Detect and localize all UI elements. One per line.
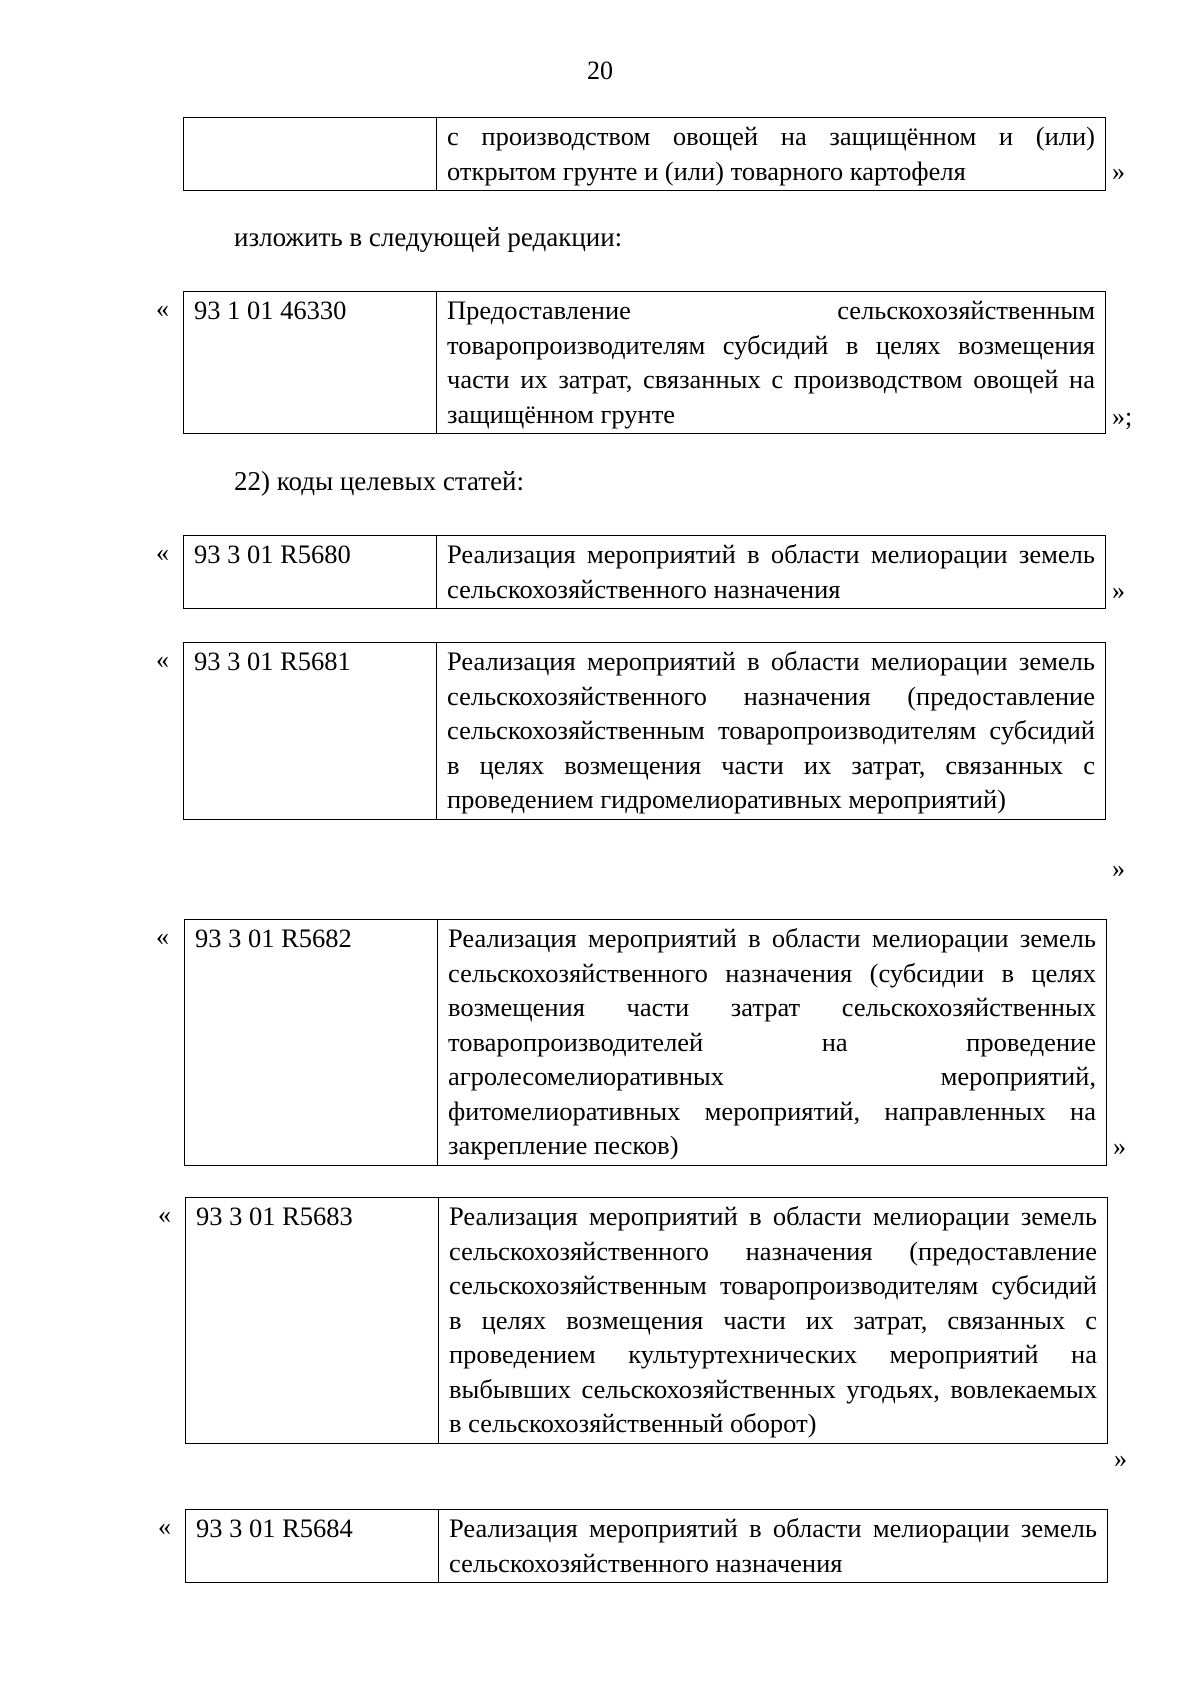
page-number: 20 xyxy=(587,56,613,85)
description-cell: Реализация мероприятий в области мелиорации земель сельскохозяйственного назначения xyxy=(437,536,1106,609)
close-quote: » xyxy=(1114,1444,1127,1473)
table-row xyxy=(186,1198,1108,1444)
instruction-paragraph: изложить в следующей редакции: xyxy=(234,222,623,252)
table-row xyxy=(186,1510,1108,1583)
table-row xyxy=(184,536,1106,609)
table-row xyxy=(184,118,1106,191)
code-table xyxy=(183,642,1106,820)
close-quote: » xyxy=(1113,1132,1126,1161)
code-table xyxy=(183,535,1106,609)
code-cell: 93 3 01 R5680 xyxy=(184,536,437,609)
close-quote: » xyxy=(1112,157,1125,186)
description-cell: Реализация мероприятий в области мелиорации земель сельскохозяйственного назначения (предоставление сельскохозяйственным товаропроизводителям субсидий в целях возмещения части их затрат, связанных с проведением культуртехнических мероприятий на выбывших сельскохозяйственных угодьях, вовлекаемых в сельскохозяйственный оборот) xyxy=(439,1198,1108,1444)
code-cell: 93 3 01 R5684 xyxy=(186,1510,439,1583)
open-quote: « xyxy=(156,922,169,951)
close-quote: »; xyxy=(1112,402,1133,431)
replacement-table xyxy=(183,291,1106,434)
code-cell: 93 1 01 46330 xyxy=(184,292,437,434)
open-quote: « xyxy=(158,1200,171,1229)
description-cell: Реализация мероприятий в области мелиорации земель сельскохозяйственного назначения (предоставление сельскохозяйственным товаропроизводителям субсидий в целях возмещения части их затрат, связанных с проведением гидромелиоративных мероприятий) xyxy=(437,643,1106,820)
table-row xyxy=(185,920,1107,1166)
top-fragment-table xyxy=(183,117,1106,191)
table-row xyxy=(184,292,1106,434)
code-table xyxy=(185,1197,1108,1444)
description-cell: Реализация мероприятий в области мелиорации земель сельскохозяйственного назначения xyxy=(439,1510,1108,1583)
code-cell xyxy=(184,118,437,191)
code-table xyxy=(184,919,1107,1166)
code-cell: 93 3 01 R5681 xyxy=(184,643,437,820)
description-cell: Реализация мероприятий в области мелиорации земель сельскохозяйственного назначения (субсидии в целях возмещения части затрат сельскохозяйственных товаропроизводителей на проведение агролесомелиоративных мероприятий, фитомелиоративных мероприятий, направленных на закрепление песков) xyxy=(438,920,1107,1166)
close-quote: » xyxy=(1112,576,1125,605)
open-quote: « xyxy=(156,645,169,674)
description-cell: Предоставление сельскохозяйственным товаропроизводителям субсидий в целях возмещения части их затрат, связанных с производством овощей на защищённом грунте xyxy=(437,292,1106,434)
code-cell: 93 3 01 R5682 xyxy=(185,920,438,1166)
open-quote: « xyxy=(158,1512,171,1541)
close-quote: » xyxy=(1112,854,1125,883)
code-table xyxy=(185,1509,1108,1583)
table-row xyxy=(184,643,1106,820)
open-quote: « xyxy=(156,538,169,567)
open-quote: « xyxy=(156,294,169,323)
instruction-paragraph: 22) коды целевых статей: xyxy=(234,466,524,496)
description-cell: с производством овощей на защищённом и (или) открытом грунте и (или) товарного картофеля xyxy=(437,118,1106,191)
code-cell: 93 3 01 R5683 xyxy=(186,1198,439,1444)
